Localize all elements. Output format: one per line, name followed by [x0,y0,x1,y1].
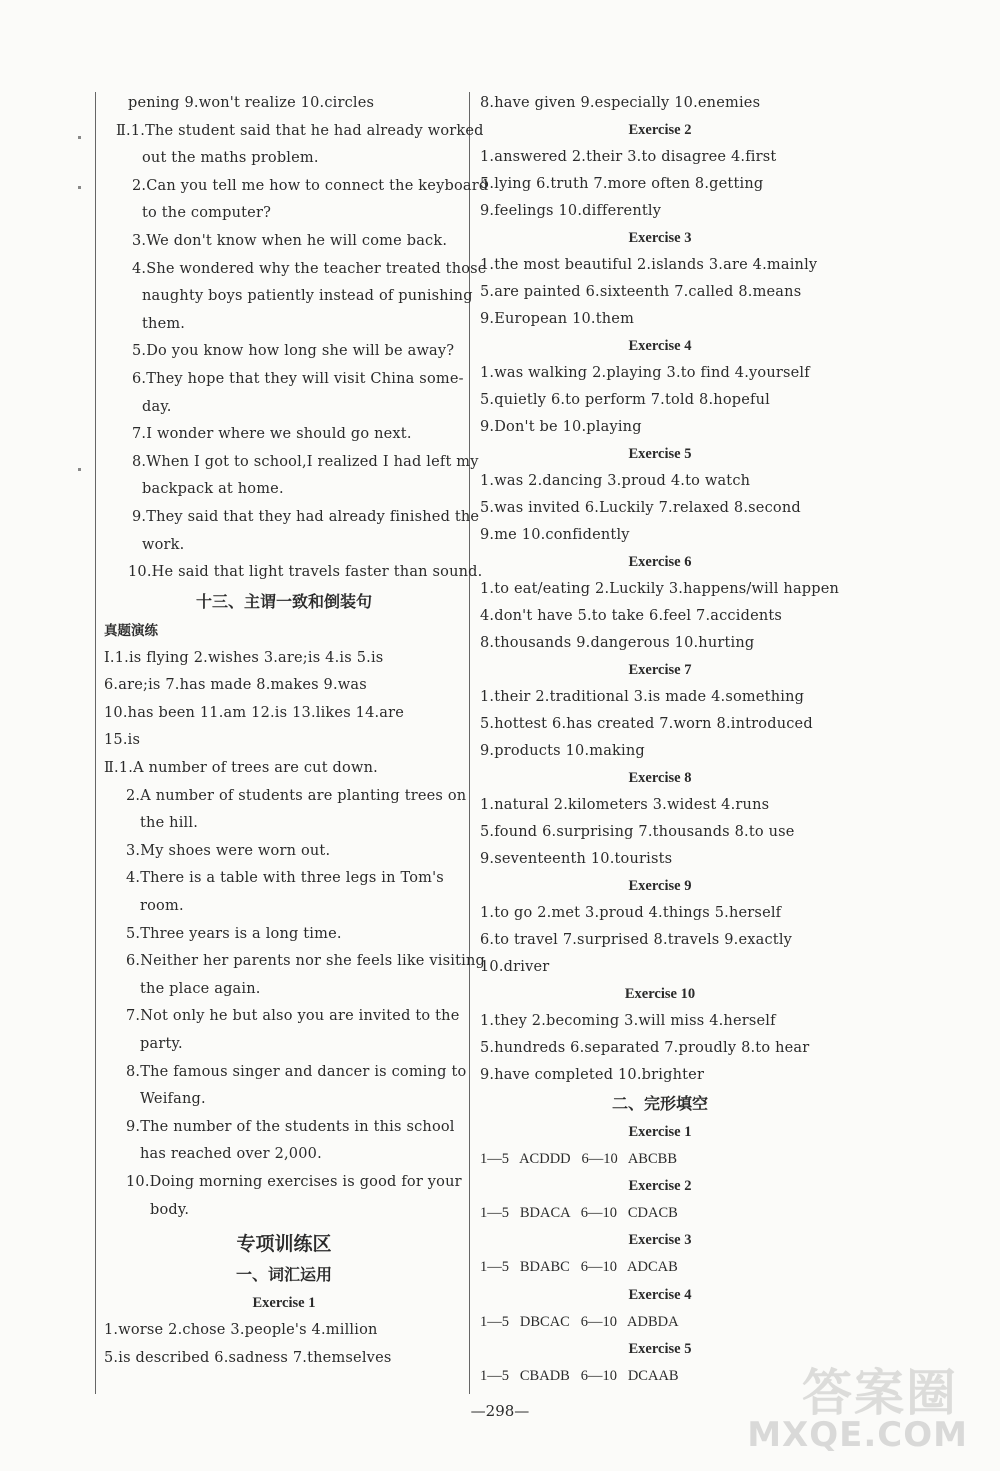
answer-line: 5.hundreds 6.separated 7.proudly 8.to hear [480,1040,810,1056]
answer-line: 9.feelings 10.differently [480,203,662,219]
exercise-title: Exercise 3 [628,230,692,246]
answer-line: 9.products 10.making [480,743,645,759]
watermark-logo: 答案圈 [802,1364,958,1422]
exercise-title: Exercise 3 [628,1232,692,1249]
answer-line: party. [140,1036,183,1052]
answer-line: out the maths problem. [142,150,319,167]
exercise-title: Exercise 2 [628,122,692,138]
answer-line: 8.The famous singer and dancer is coming to [126,1063,467,1080]
section-heading: 一、词汇运用 [235,1265,332,1285]
page-number: —298— [470,1402,530,1420]
answer-line: 5.are painted 6.sixteenth 7.called 8.means [480,284,802,300]
answer-line: 5.Do you know how long she will be away? [132,343,455,360]
exercise-title: Exercise 8 [628,770,692,786]
subsection-heading: 真题演练 [104,622,158,639]
answer-line: 6.Neither her parents nor she feels like visiting [126,953,485,970]
answer-line: 1.answered 2.their 3.to disagree 4.first [480,149,777,165]
cloze-answer-line: 1—5 ACDDD 6—10 ABCBB [480,1151,677,1167]
answer-line: 9.They said that they had already finished the [132,508,480,525]
answer-line: 10.has been 11.am 12.is 13.likes 14.are [104,704,405,721]
answer-line: 5.quietly 6.to perform 7.told 8.hopeful [480,392,770,408]
margin-mark [78,468,81,471]
answer-line: the place again. [140,980,261,997]
answer-line: work. [142,536,185,553]
answer-line: 10.driver [480,959,550,975]
left-column [104,90,489,1372]
answer-line: 9.European 10.them [480,311,635,327]
answer-line: Ⅰ.1.is flying 2.wishes 3.are;is 4.is 5.is [104,649,384,666]
answer-line: backpack at home. [142,481,284,498]
cloze-list [480,1119,840,1390]
answer-line: 9.have completed 10.brighter [480,1067,705,1083]
watermark-text: MXQE.COM [747,1415,968,1455]
cloze-answer-line: 1—5 CBADB 6—10 DCAAB [480,1367,679,1384]
answer-line: pening 9.won't realize 10.circles [128,95,375,111]
answer-line: the hill. [140,815,199,832]
answer-line: 3.We don't know when he will come back. [132,232,448,249]
answer-line: 5.hottest 6.has created 7.worn 8.introduced [480,716,813,732]
answer-line: 15.is [104,732,141,749]
answer-line: 5.was invited 6.Luckily 7.relaxed 8.second [480,500,801,516]
answer-line: 8.thousands 9.dangerous 10.hurting [480,635,755,651]
exercise-title: Exercise 5 [628,446,692,462]
section-heading: 十三、主谓一致和倒装句 [195,591,372,611]
exercise-title: Exercise 10 [624,986,696,1002]
cloze-answer-line: 1—5 BDABC 6—10 ADCAB [480,1259,678,1276]
answer-line: 5.is described 6.sadness 7.themselves [104,1349,392,1366]
exercise-title: Exercise 7 [628,662,692,678]
margin-mark [78,136,81,139]
exercise-title: Exercise 9 [628,878,692,894]
exercise-title: Exercise 1 [628,1124,692,1140]
answer-line: Ⅱ.1.The student said that he had already worked [116,122,484,139]
answer-line: 1.the most beautiful 2.islands 3.are 4.mainly [480,257,818,273]
margin-mark [78,186,81,189]
left-margin-rule [95,92,96,1394]
zone-heading: 专项训练区 [236,1233,332,1256]
watermark [747,1353,980,1463]
answer-line: 6.to travel 7.surprised 8.travels 9.exactly [480,932,793,948]
answer-line: naughty boys patiently instead of punishing [142,288,473,305]
exercise-list [480,117,840,1089]
answer-line: has reached over 2,000. [140,1146,322,1163]
answer-line: body. [150,1201,190,1218]
answer-line: 1.was walking 2.playing 3.to find 4.yourself [480,365,810,381]
answer-line: 9.The number of the students in this school [126,1118,455,1135]
exercise-title: Exercise 1 [252,1295,316,1312]
answer-line: 9.Don't be 10.playing [480,419,642,435]
answer-line: 10.Doing morning exercises is good for your [126,1173,462,1190]
answer-line: 1.to eat/eating 2.Luckily 3.happens/will happen [480,581,840,597]
answer-line: 4.She wondered why the teacher treated those [132,260,487,277]
answer-line: 4.There is a table with three legs in Tom's [126,870,444,887]
answer-line: 1.worse 2.chose 3.people's 4.million [104,1322,378,1339]
cloze-answer-line: 1—5 BDACA 6—10 CDACB [480,1205,678,1222]
answer-line: 7.I wonder where we should go next. [132,426,412,443]
answer-line: day. [142,398,172,415]
exercise-title: Exercise 5 [628,1340,692,1357]
answer-line: 1.was 2.dancing 3.proud 4.to watch [480,473,751,489]
answer-line: 2.A number of students are planting trees on [126,787,467,804]
answer-line: 5.lying 6.truth 7.more often 8.getting [480,176,764,192]
exercise-title: Exercise 4 [628,338,692,354]
right-column [480,90,840,1390]
answer-line: 6.are;is 7.has made 8.makes 9.was [104,677,367,694]
answer-line: 6.They hope that they will visit China some- [132,370,464,387]
answer-line: 10.He said that light travels faster than sound. [128,564,483,581]
answer-line: 1.they 2.becoming 3.will miss 4.herself [480,1013,776,1029]
cloze-answer-line: 1—5 DBCAC 6—10 ADBDA [480,1313,679,1330]
answer-line: 8.have given 9.especially 10.enemies [480,95,761,111]
answer-line: Weifang. [140,1091,206,1108]
exercise-title: Exercise 4 [628,1286,692,1303]
answer-line: 7.Not only he but also you are invited to the [126,1008,460,1025]
section-heading: 二、完形填空 [611,1094,708,1113]
answer-line: 9.seventeenth 10.tourists [480,851,673,867]
answer-line: Ⅱ.1.A number of trees are cut down. [104,760,378,777]
answer-line: them. [142,315,186,332]
exercise-title: Exercise 2 [628,1178,692,1195]
answer-line: 9.me 10.confidently [480,527,630,543]
exercise-title: Exercise 6 [628,554,692,570]
answer-line: 5.Three years is a long time. [126,925,342,942]
answer-line: 4.don't have 5.to take 6.feel 7.accidents [480,608,783,624]
answer-line: room. [140,898,184,915]
answer-line: 1.to go 2.met 3.proud 4.things 5.herself [480,905,782,921]
answer-line: 2.Can you tell me how to connect the keyboard [132,177,489,194]
answer-line: 1.their 2.traditional 3.is made 4.something [480,689,805,705]
answer-line: to the computer? [142,205,272,222]
answer-line: 5.found 6.surprising 7.thousands 8.to use [480,824,795,840]
answer-line: 8.When I got to school,I realized I had left my [132,453,479,470]
answer-line: 1.natural 2.kilometers 3.widest 4.runs [480,797,770,813]
answer-line: 3.My shoes were worn out. [126,842,331,859]
